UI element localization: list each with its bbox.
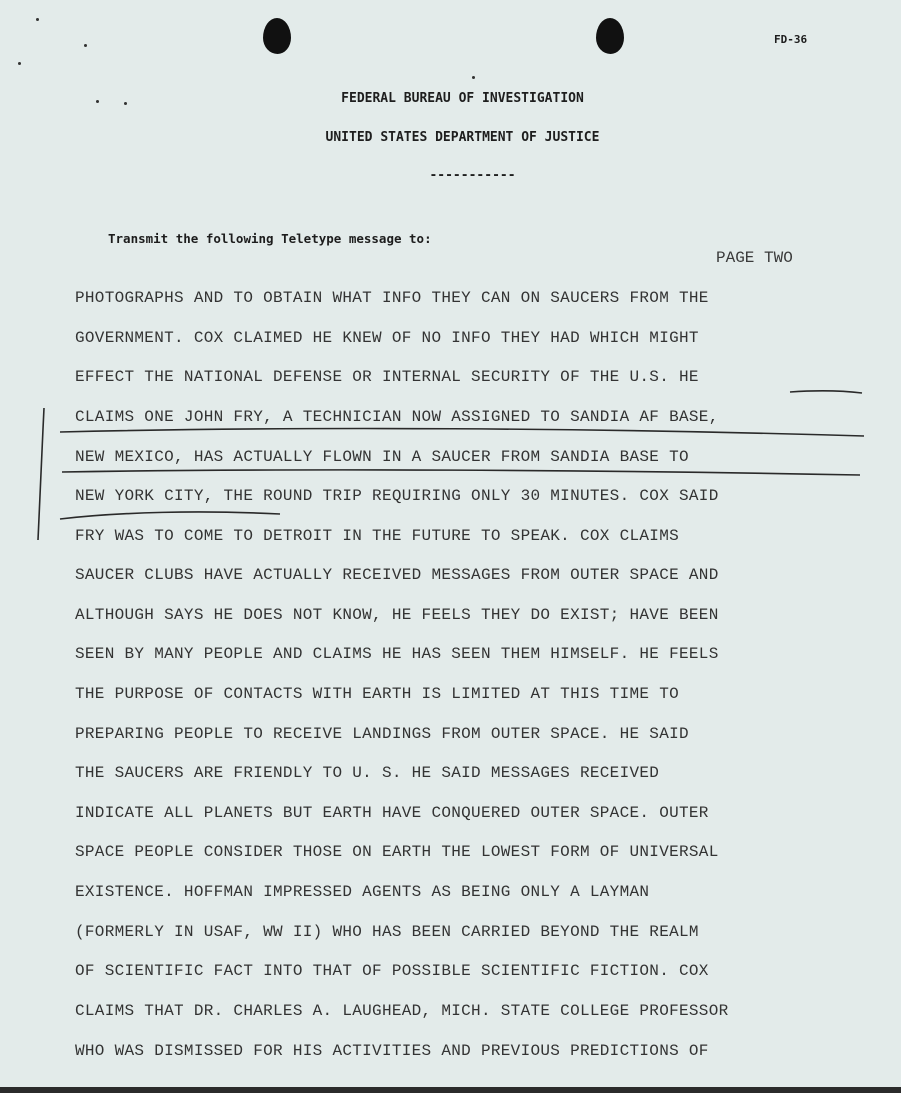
body-line: NEW MEXICO, HAS ACTUALLY FLOWN IN A SAUCER FROM SANDIA BASE TO [75,448,689,466]
punch-hole-right [596,18,624,54]
bottom-edge-bar [0,1087,901,1093]
speck [36,18,39,21]
body-line: SEEN BY MANY PEOPLE AND CLAIMS HE HAS SEEN THEM HIMSELF. HE FEELS [75,645,719,663]
body-line: PHOTOGRAPHS AND TO OBTAIN WHAT INFO THEY CAN ON SAUCERS FROM THE [75,289,709,307]
department-heading: UNITED STATES DEPARTMENT OF JUSTICE [325,130,600,145]
speck [84,44,87,47]
body-line: SPACE PEOPLE CONSIDER THOSE ON EARTH THE LOWEST FORM OF UNIVERSAL [75,843,719,861]
body-line: INDICATE ALL PLANETS BUT EARTH HAVE CONQUERED OUTER SPACE. OUTER [75,804,709,822]
body-line: EFFECT THE NATIONAL DEFENSE OR INTERNAL SECURITY OF THE U.S. HE [75,368,699,386]
body-line: THE SAUCERS ARE FRIENDLY TO U. S. HE SAID MESSAGES RECEIVED [75,764,660,782]
speck [18,62,21,65]
punch-hole-left [263,18,291,54]
underline-mark [60,512,280,519]
page-number-label: PAGE TWO [716,249,793,267]
body-line: (FORMERLY IN USAF, WW II) WHO HAS BEEN CARRIED BEYOND THE REALM [75,923,699,941]
margin-bracket-line [38,408,44,540]
speck [472,76,475,79]
form-number: FD-36 [774,33,808,46]
body-line: SAUCER CLUBS HAVE ACTUALLY RECEIVED MESSAGES FROM OUTER SPACE AND [75,566,719,584]
body-line: FRY WAS TO COME TO DETROIT IN THE FUTURE TO SPEAK. COX CLAIMS [75,527,679,545]
body-line: GOVERNMENT. COX CLAIMED HE KNEW OF NO INFO THEY HAD WHICH MIGHT [75,329,699,347]
underline-mark [790,391,862,393]
header-separator: ----------- [429,168,516,183]
underline-mark [62,470,860,475]
transmit-line: Transmit the following Teletype message to: [108,231,432,246]
body-line: WHO WAS DISMISSED FOR HIS ACTIVITIES AND PREVIOUS PREDICTIONS OF [75,1042,709,1060]
body-line: CLAIMS THAT DR. CHARLES A. LAUGHEAD, MICH. STATE COLLEGE PROFESSOR [75,1002,729,1020]
body-line: CLAIMS ONE JOHN FRY, A TECHNICIAN NOW ASSIGNED TO SANDIA AF BASE, [75,408,719,426]
body-line: NEW YORK CITY, THE ROUND TRIP REQUIRING ONLY 30 MINUTES. COX SAID [75,487,719,505]
agency-heading: FEDERAL BUREAU OF INVESTIGATION [341,91,584,106]
body-line: ALTHOUGH SAYS HE DOES NOT KNOW, HE FEELS THEY DO EXIST; HAVE BEEN [75,606,719,624]
underline-mark [60,429,864,436]
body-line: PREPARING PEOPLE TO RECEIVE LANDINGS FROM OUTER SPACE. HE SAID [75,725,689,743]
body-line: OF SCIENTIFIC FACT INTO THAT OF POSSIBLE SCIENTIFIC FICTION. COX [75,962,709,980]
body-line: EXISTENCE. HOFFMAN IMPRESSED AGENTS AS BEING ONLY A LAYMAN [75,883,650,901]
body-line: THE PURPOSE OF CONTACTS WITH EARTH IS LIMITED AT THIS TIME TO [75,685,679,703]
